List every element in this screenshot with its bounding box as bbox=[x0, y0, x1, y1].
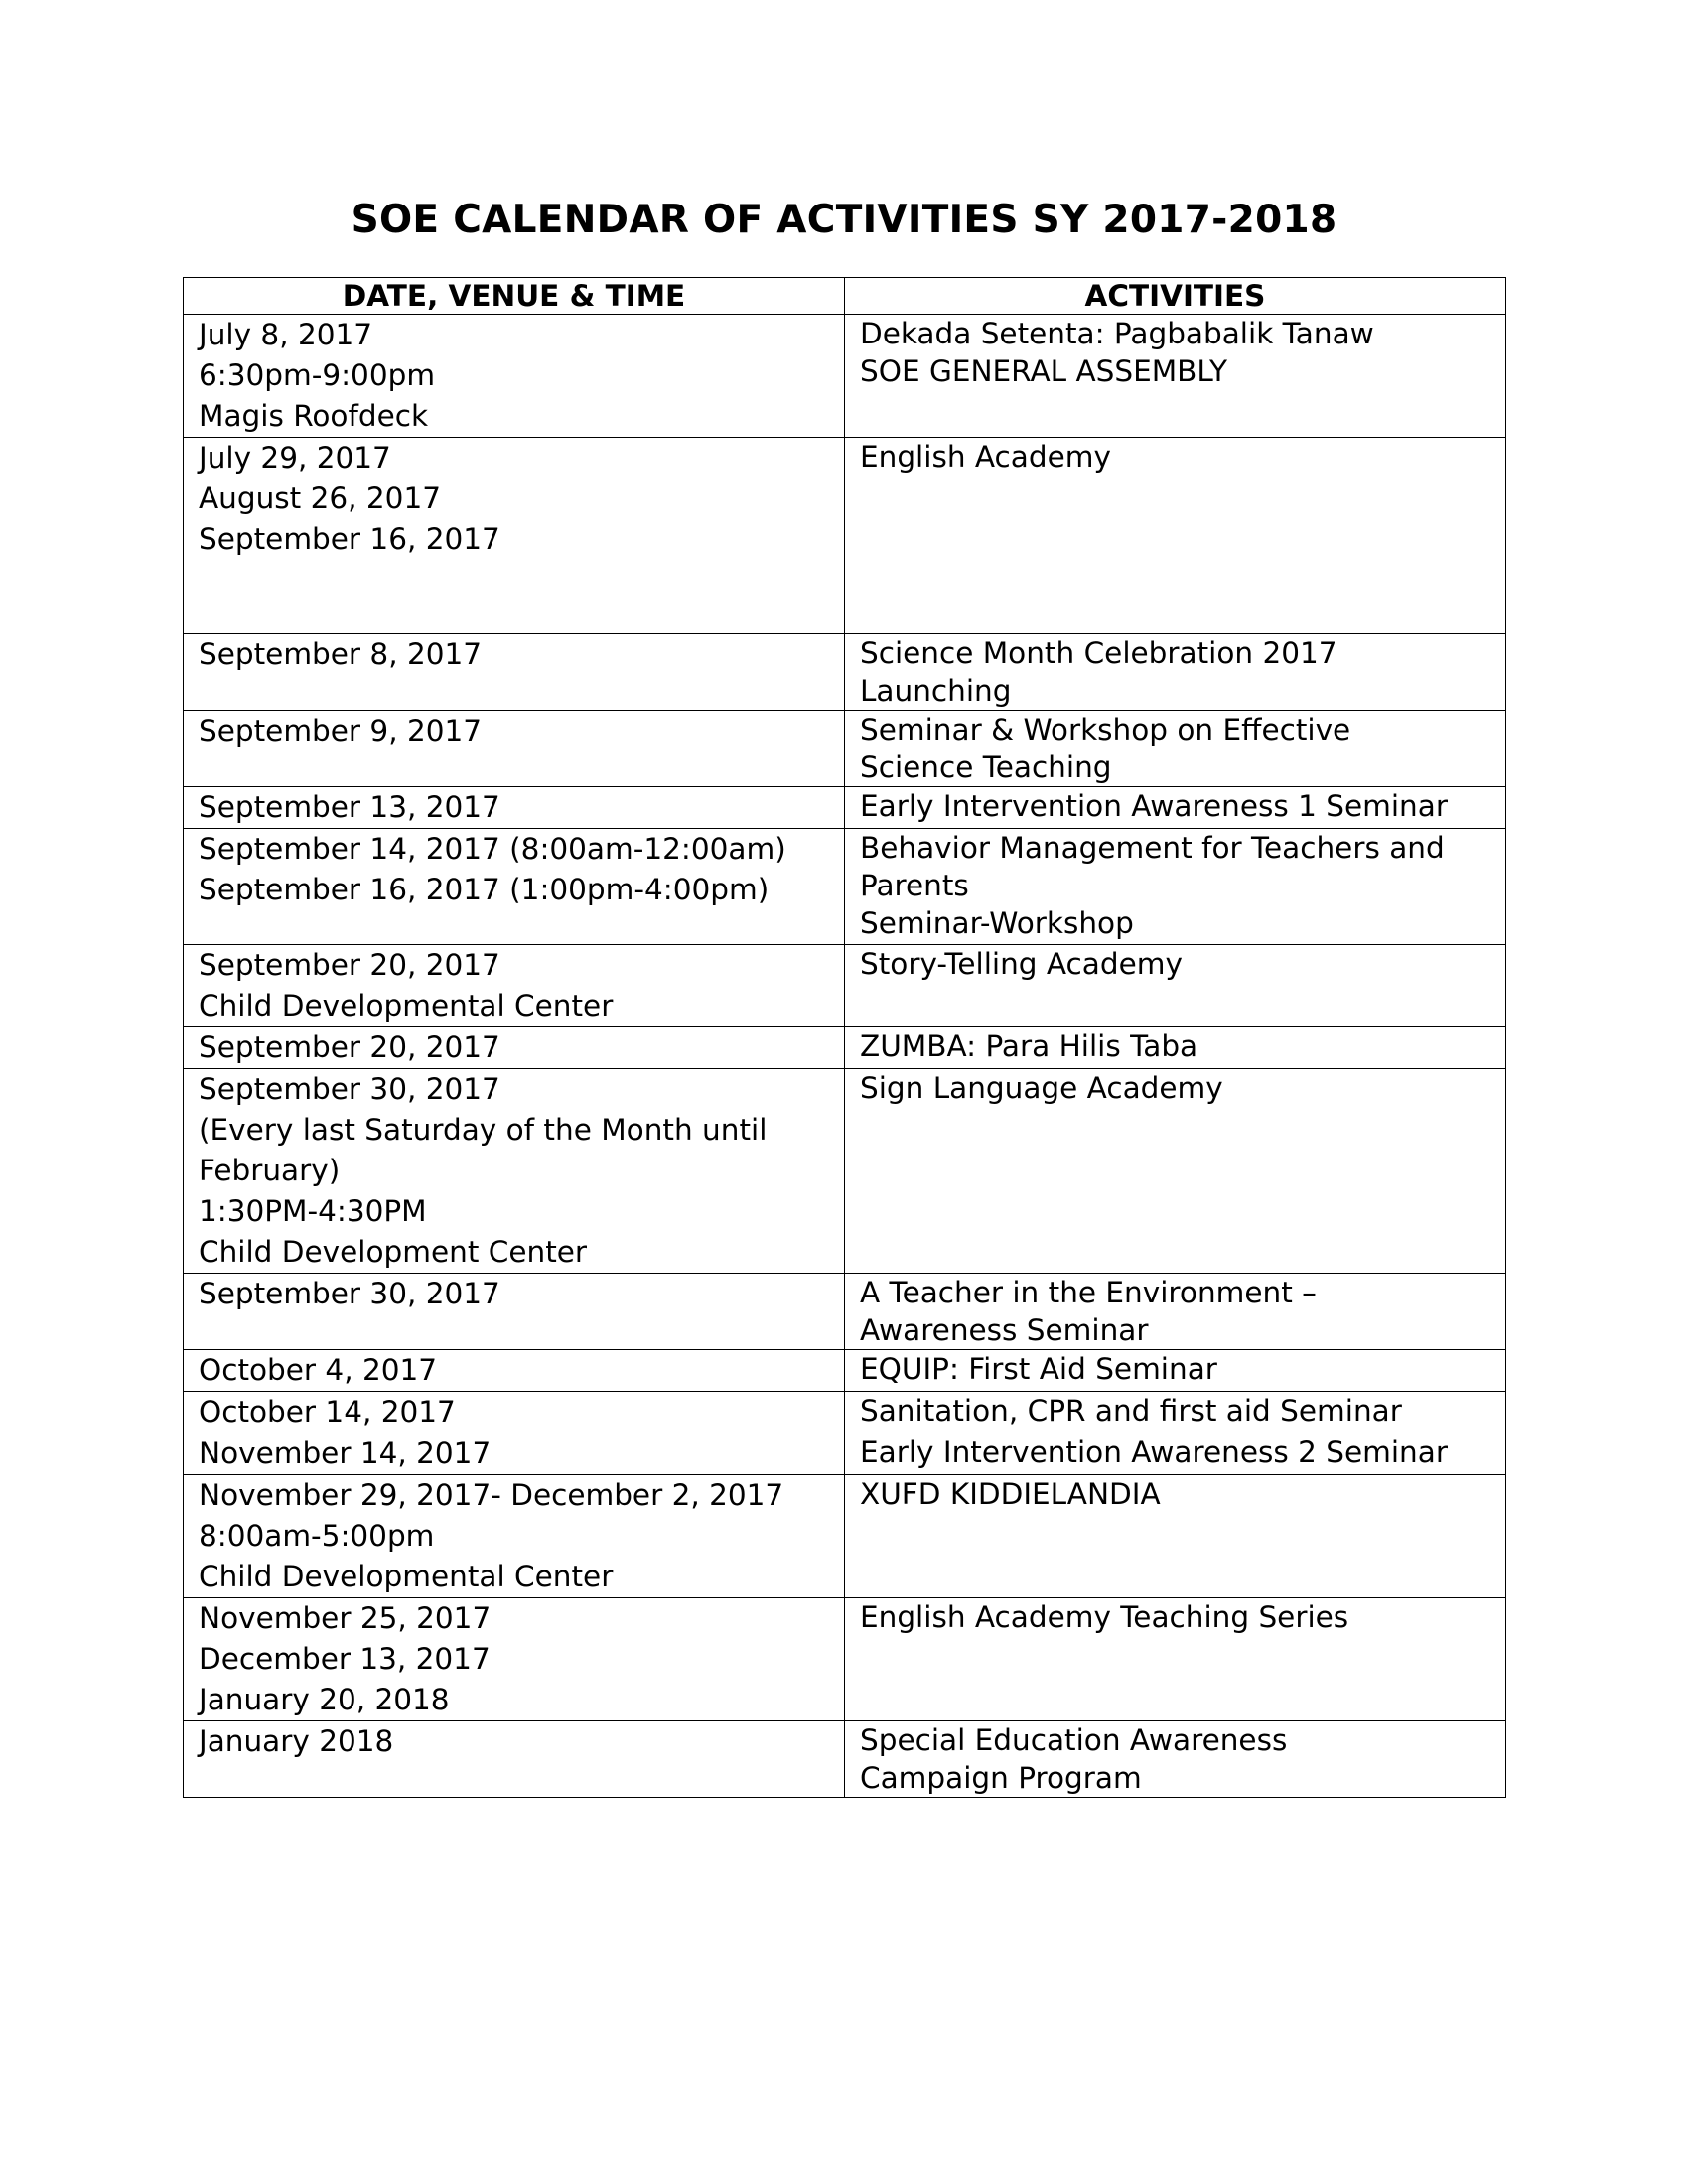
date-venue-time-cell bbox=[184, 438, 845, 634]
activity-line: Science Teaching bbox=[860, 751, 1112, 784]
table-header-row bbox=[184, 278, 1506, 315]
date-venue-time-cell bbox=[184, 634, 845, 711]
date-venue-time-cell bbox=[184, 711, 845, 787]
date-venue-time-cell bbox=[184, 787, 845, 829]
table-row bbox=[184, 829, 1506, 945]
date-line: September 16, 2017 (1:00pm-4:00pm) bbox=[199, 873, 770, 906]
activity-cell bbox=[845, 787, 1506, 829]
activity-line: Sign Language Academy bbox=[860, 1071, 1223, 1105]
table-row bbox=[184, 711, 1506, 787]
activity-line: Seminar-Workshop bbox=[860, 906, 1134, 940]
table-row bbox=[184, 787, 1506, 829]
date-venue-time-cell bbox=[184, 1598, 845, 1721]
activity-line: Dekada Setenta: Pagbabalik Tanaw bbox=[860, 317, 1374, 350]
table-row bbox=[184, 1598, 1506, 1721]
activity-line: XUFD KIDDIELANDIA bbox=[860, 1477, 1161, 1511]
date-venue-time-cell bbox=[184, 1274, 845, 1350]
table-row bbox=[184, 1721, 1506, 1798]
date-line: September 30, 2017 bbox=[199, 1072, 500, 1106]
date-line: Child Development Center bbox=[199, 1235, 588, 1269]
date-line: Child Developmental Center bbox=[199, 989, 614, 1023]
date-line: September 16, 2017 bbox=[199, 522, 500, 556]
activity-cell bbox=[845, 711, 1506, 787]
table-row bbox=[184, 634, 1506, 711]
table-body bbox=[184, 315, 1506, 1798]
date-venue-time-cell bbox=[184, 829, 845, 945]
activities-column-header: ACTIVITIES bbox=[845, 278, 1506, 315]
activity-line: Behavior Management for Teachers and bbox=[860, 831, 1445, 865]
activity-cell bbox=[845, 1475, 1506, 1598]
date-venue-time-cell bbox=[184, 1433, 845, 1475]
activity-line: Launching bbox=[860, 674, 1012, 708]
date-line: Magis Roofdeck bbox=[199, 399, 429, 433]
table-row bbox=[184, 315, 1506, 438]
date-line: October 4, 2017 bbox=[199, 1353, 438, 1387]
table-row bbox=[184, 945, 1506, 1027]
date-line: September 14, 2017 (8:00am-12:00am) bbox=[199, 832, 786, 866]
table-row bbox=[184, 1475, 1506, 1598]
date-line: November 25, 2017 bbox=[199, 1601, 492, 1635]
activity-line: English Academy Teaching Series bbox=[860, 1600, 1349, 1634]
activity-line: Early Intervention Awareness 2 Seminar bbox=[860, 1435, 1448, 1469]
date-venue-time-cell bbox=[184, 1392, 845, 1433]
activity-cell bbox=[845, 1350, 1506, 1392]
activity-line: SOE GENERAL ASSEMBLY bbox=[860, 354, 1227, 388]
activity-cell bbox=[845, 1721, 1506, 1798]
date-line: July 29, 2017 bbox=[199, 441, 391, 475]
date-line: September 9, 2017 bbox=[199, 714, 483, 748]
table-row bbox=[184, 1392, 1506, 1433]
table-row bbox=[184, 1069, 1506, 1274]
activity-line: A Teacher in the Environment – bbox=[860, 1276, 1317, 1309]
date-line: January 20, 2018 bbox=[199, 1683, 450, 1716]
activity-line: Story-Telling Academy bbox=[860, 947, 1183, 981]
date-line: Child Developmental Center bbox=[199, 1560, 614, 1593]
activity-cell bbox=[845, 1069, 1506, 1274]
date-line: January 2018 bbox=[199, 1724, 394, 1758]
table-row bbox=[184, 1274, 1506, 1350]
date-line: November 29, 2017- December 2, 2017 bbox=[199, 1478, 784, 1512]
date-line: September 20, 2017 bbox=[199, 1030, 500, 1064]
activity-cell bbox=[845, 1392, 1506, 1433]
date-line: November 14, 2017 bbox=[199, 1436, 492, 1470]
date-line: (Every last Saturday of the Month until bbox=[199, 1113, 768, 1147]
activity-cell bbox=[845, 1027, 1506, 1069]
page-title: SOE CALENDAR OF ACTIVITIES SY 2017-2018 bbox=[351, 198, 1337, 242]
date-venue-time-cell bbox=[184, 945, 845, 1027]
date-line: September 30, 2017 bbox=[199, 1277, 500, 1310]
date-line: February) bbox=[199, 1154, 341, 1187]
date-line: September 8, 2017 bbox=[199, 637, 483, 671]
activity-line: Campaign Program bbox=[860, 1761, 1142, 1795]
activity-cell bbox=[845, 315, 1506, 438]
date-venue-time-cell bbox=[184, 1475, 845, 1598]
activity-line: Early Intervention Awareness 1 Seminar bbox=[860, 789, 1448, 823]
activities-table bbox=[183, 277, 1506, 1798]
activity-line: ZUMBA: Para Hilis Taba bbox=[860, 1029, 1198, 1063]
activity-line: Sanitation, CPR and first aid Seminar bbox=[860, 1394, 1402, 1428]
activity-line: Special Education Awareness bbox=[860, 1723, 1288, 1757]
date-venue-time-cell bbox=[184, 1350, 845, 1392]
activity-cell bbox=[845, 438, 1506, 634]
activity-line: Seminar & Workshop on Effective bbox=[860, 713, 1351, 747]
activity-cell bbox=[845, 1274, 1506, 1350]
date-line: September 13, 2017 bbox=[199, 790, 500, 824]
date-line: August 26, 2017 bbox=[199, 481, 441, 515]
date-line: 1:30PM-4:30PM bbox=[199, 1194, 427, 1228]
activity-cell bbox=[845, 634, 1506, 711]
activity-cell bbox=[845, 945, 1506, 1027]
activity-line: Awareness Seminar bbox=[860, 1313, 1149, 1347]
date-column-header: DATE, VENUE & TIME bbox=[184, 278, 845, 315]
table-row bbox=[184, 1433, 1506, 1475]
activity-line: English Academy bbox=[860, 440, 1111, 474]
activity-line: Science Month Celebration 2017 bbox=[860, 636, 1337, 670]
date-venue-time-cell bbox=[184, 1069, 845, 1274]
date-line: 8:00am-5:00pm bbox=[199, 1519, 435, 1553]
activity-line: EQUIP: First Aid Seminar bbox=[860, 1352, 1217, 1386]
date-line: 6:30pm-9:00pm bbox=[199, 358, 436, 392]
table-row bbox=[184, 438, 1506, 634]
activity-cell bbox=[845, 829, 1506, 945]
date-line: October 14, 2017 bbox=[199, 1395, 456, 1429]
date-line: September 20, 2017 bbox=[199, 948, 500, 982]
date-venue-time-cell bbox=[184, 1027, 845, 1069]
date-venue-time-cell bbox=[184, 315, 845, 438]
date-venue-time-cell bbox=[184, 1721, 845, 1798]
date-line: December 13, 2017 bbox=[199, 1642, 491, 1676]
activity-line: Parents bbox=[860, 869, 969, 902]
date-line: July 8, 2017 bbox=[199, 318, 373, 351]
activity-cell bbox=[845, 1598, 1506, 1721]
table-row bbox=[184, 1027, 1506, 1069]
activity-cell bbox=[845, 1433, 1506, 1475]
table-row bbox=[184, 1350, 1506, 1392]
